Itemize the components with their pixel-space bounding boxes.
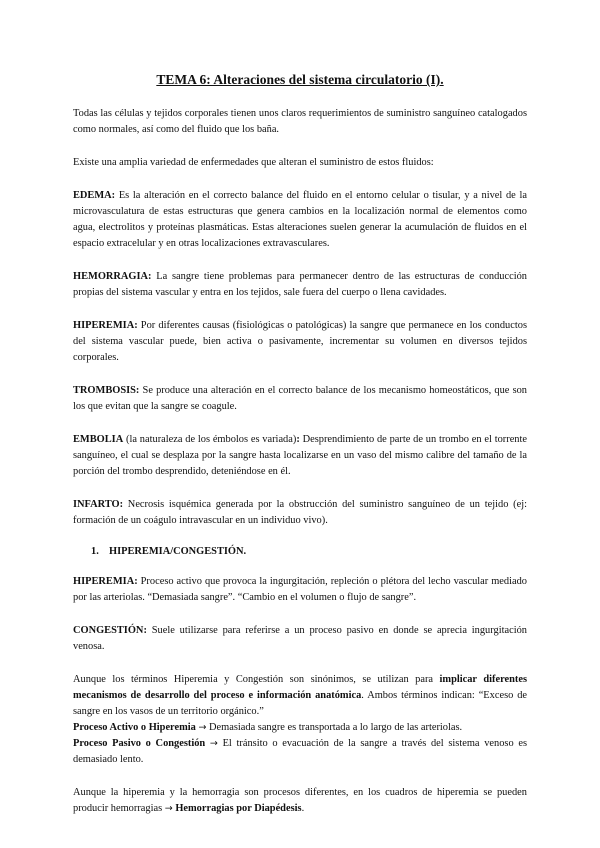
term: TROMBOSIS:: [73, 385, 140, 396]
term-colon: :: [296, 434, 300, 445]
definition-text: El tránsito o evacuación de la sangre a través del sistema venoso es demasiado lento.: [73, 738, 527, 765]
definition-text: Demasiada sangre es transportada a lo largo de las arteriolas.: [206, 722, 463, 733]
congestion-paragraph: [73, 623, 527, 655]
arrow-icon: →: [198, 722, 207, 733]
definition-text: Necrosis isquémica generada por la obstrucción del suministro sanguíneo de un tejido (ej: formación de un coágulo intravascular en un individuo vivo).: [73, 499, 527, 526]
text-run: Aunque la hiperemia y la hemorragia son procesos diferentes, en los cuadros de hiperemia se pueden producir hemorragias: [73, 787, 527, 814]
closing-paragraph: [73, 785, 527, 817]
definition-text: Proceso activo que provoca la ingurgitación, repleción o plétora del lecho vascular mediado por las arteriolas. “Demasiada sangre”. “Cambio en el volumen o flujo de sangre”.: [73, 576, 527, 603]
definition-text: Se produce una alteración en el correcto balance de los mecanismo homeostáticos, que son los que evitan que la sangre se coagule.: [73, 385, 527, 412]
synonyms-paragraph: [73, 672, 527, 720]
definition-infarto: [73, 497, 527, 529]
term: EMBOLIA: [73, 434, 124, 445]
section-number: 1.: [91, 546, 99, 557]
passive-process-line: [73, 736, 527, 768]
term: CONGESTIÓN:: [73, 625, 147, 636]
definition-hemorragia: [73, 269, 527, 301]
term: HIPEREMIA:: [73, 576, 138, 587]
arrow-icon: →: [164, 803, 173, 814]
term: Proceso Pasivo o Congestión: [73, 738, 206, 749]
definition-hiperemia: [73, 318, 527, 366]
term: EDEMA:: [73, 190, 116, 201]
text-run: Aunque los términos Hiperemia y Congestión son sinónimos, se utilizan para: [73, 674, 440, 685]
definition-embolia: [73, 432, 527, 480]
definition-note: (la naturaleza de los émbolos es variada): [123, 434, 297, 445]
text-run: . Ambos términos indican: “Exceso de sangre en los vasos de un territorio orgánico.”: [73, 690, 528, 717]
intro-paragraph-2: Existe una amplia variedad de enfermedades que alteran el suministro de estos fluidos:: [73, 157, 434, 168]
active-process-line: [73, 720, 527, 736]
definition-text: Desprendimiento de parte de un trombo en el torrente sanguíneo, el cual se desplaza por la sangre hasta localizarse en un vaso del mismo calibre del tamaño de la porción del trombo desprendido, deteniéndose en él.: [73, 434, 527, 477]
term: INFARTO:: [73, 499, 124, 510]
definition-text: La sangre tiene problemas para permanecer dentro de las estructuras de conducción propias del sistema vascular y entra en los tejidos, sale fuera del cuerpo o llena cavidades.: [73, 271, 527, 298]
hiperemia-paragraph: [73, 574, 527, 606]
emphasis-text: Hemorragias por Diapédesis: [172, 803, 302, 814]
page-title: TEMA 6: Alteraciones del sistema circulatorio (I).: [156, 72, 444, 87]
section-heading: [73, 546, 527, 557]
term: Proceso Activo o Hiperemia: [73, 722, 196, 733]
term: HIPEREMIA:: [73, 320, 138, 331]
emphasis-text: implicar diferentes mecanismos de desarrollo del proceso e información anatómica: [73, 674, 528, 701]
definition-text: Suele utilizarse para referirse a un proceso pasivo en donde se aprecia ingurgitación venosa.: [73, 625, 527, 652]
definition-text: Es la alteración en el correcto balance del fluido en el entorno celular o tisular, y a nivel de la microvasculatura de estas estructuras que genera cambios en la localización normal de elementos como agua, electrolitos y proteínas plasmáticas. Estas alteraciones suelen generar la acumulación de fluidos en el espacio extracelular y en otras localizaciones extravasculares.: [73, 190, 527, 249]
text-run: .: [301, 803, 305, 814]
definition-trombosis: [73, 383, 527, 415]
section-title: HIPEREMIA/CONGESTIÓN.: [109, 546, 247, 557]
definition-edema: [73, 188, 527, 252]
term: HEMORRAGIA:: [73, 271, 152, 282]
definition-text: Por diferentes causas (fisiológicas o patológicas) la sangre que permanece en los conductos del sistema vascular puede, bien activa o pasivamente, incrementar su volumen en diversos tejidos corporales.: [73, 320, 527, 363]
document-page: [73, 72, 527, 834]
intro-paragraph: Todas las células y tejidos corporales tienen unos claros requerimientos de suministro sanguíneo catalogados como normales, así como del fluido que los baña.: [73, 108, 527, 135]
arrow-icon: →: [209, 738, 218, 749]
